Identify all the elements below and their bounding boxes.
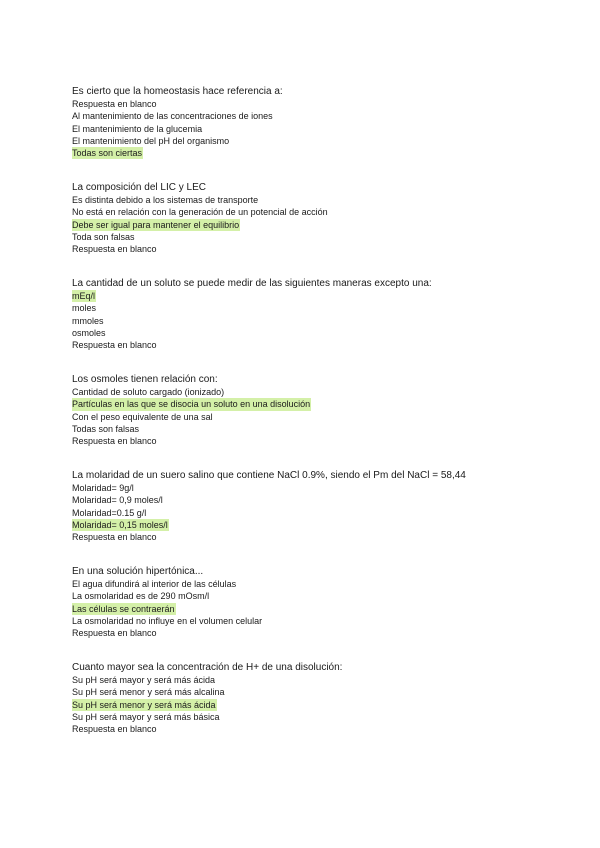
answer-option: Respuesta en blanco	[72, 531, 157, 542]
question-5	[72, 470, 542, 543]
question-4	[72, 374, 542, 447]
question-2	[72, 182, 542, 255]
question-7	[72, 662, 542, 735]
question-1	[72, 86, 542, 159]
question-title: En una solución hipertónica...	[72, 566, 204, 577]
answer-option: mmoles	[72, 315, 104, 326]
answer-option: La osmolaridad no influye en el volumen celular	[72, 615, 263, 626]
answer-option: osmoles	[72, 327, 106, 338]
correct-answer-option: Todas son ciertas	[72, 147, 143, 158]
question-title: Es cierto que la homeostasis hace referencia a:	[72, 86, 283, 97]
answer-option: Molaridad= 9g/l	[72, 483, 134, 494]
correct-answer-option: Partículas en las que se disocia un soluto en una disolución	[72, 399, 311, 410]
question-title: La composición del LIC y LEC	[72, 182, 206, 193]
answer-option: El mantenimiento del pH del organismo	[72, 135, 230, 146]
answer-option: Su pH será mayor y será más básica	[72, 711, 220, 722]
answer-option: La osmolaridad es de 290 mOsm/l	[72, 591, 210, 602]
correct-answer-option: Molaridad= 0,15 moles/l	[72, 519, 168, 530]
answer-option: Al mantenimiento de las concentraciones de iones	[72, 111, 273, 122]
question-title: La cantidad de un soluto se puede medir de las siguientes maneras excepto una:	[72, 278, 432, 289]
question-title: Los osmoles tienen relación con:	[72, 374, 218, 385]
answer-option: Respuesta en blanco	[72, 723, 157, 734]
correct-answer-option: Las células se contraerán	[72, 603, 175, 614]
answer-option: moles	[72, 303, 97, 314]
answer-option: Con el peso equivalente de una sal	[72, 411, 213, 422]
answer-option: Es distinta debido a los sistemas de transporte	[72, 195, 259, 206]
answer-option: No está en relación con la generación de un potencial de acción	[72, 207, 328, 218]
answer-option: Molaridad= 0,9 moles/l	[72, 495, 163, 506]
question-title: Cuanto mayor sea la concentración de H+ de una disolución:	[72, 662, 343, 673]
answer-option: Respuesta en blanco	[72, 627, 157, 638]
answer-option: Molaridad=0.15 g/l	[72, 507, 147, 518]
correct-answer-option: Debe ser igual para mantener el equilibrio	[72, 219, 240, 230]
answer-option: Toda son falsas	[72, 231, 135, 242]
answer-option: El agua difundirá al interior de las células	[72, 579, 237, 590]
question-6	[72, 566, 542, 639]
answer-option: Su pH será menor y será más alcalina	[72, 687, 225, 698]
answer-option: Su pH será mayor y será más ácida	[72, 675, 216, 686]
answer-option: Cantidad de soluto cargado (ionizado)	[72, 387, 225, 398]
answer-option: Todas son falsas	[72, 423, 140, 434]
correct-answer-option: mEq/l	[72, 291, 96, 302]
answer-option: Respuesta en blanco	[72, 243, 157, 254]
question-title: La molaridad de un suero salino que contiene NaCl 0.9%, siendo el Pm del NaCl = 58,44	[72, 470, 466, 481]
answer-option: El mantenimiento de la glucemia	[72, 123, 203, 134]
answer-option: Respuesta en blanco	[72, 435, 157, 446]
correct-answer-option: Su pH será menor y será más ácida	[72, 699, 216, 710]
answer-option: Respuesta en blanco	[72, 99, 157, 110]
answer-option: Respuesta en blanco	[72, 339, 157, 350]
question-3	[72, 278, 542, 351]
